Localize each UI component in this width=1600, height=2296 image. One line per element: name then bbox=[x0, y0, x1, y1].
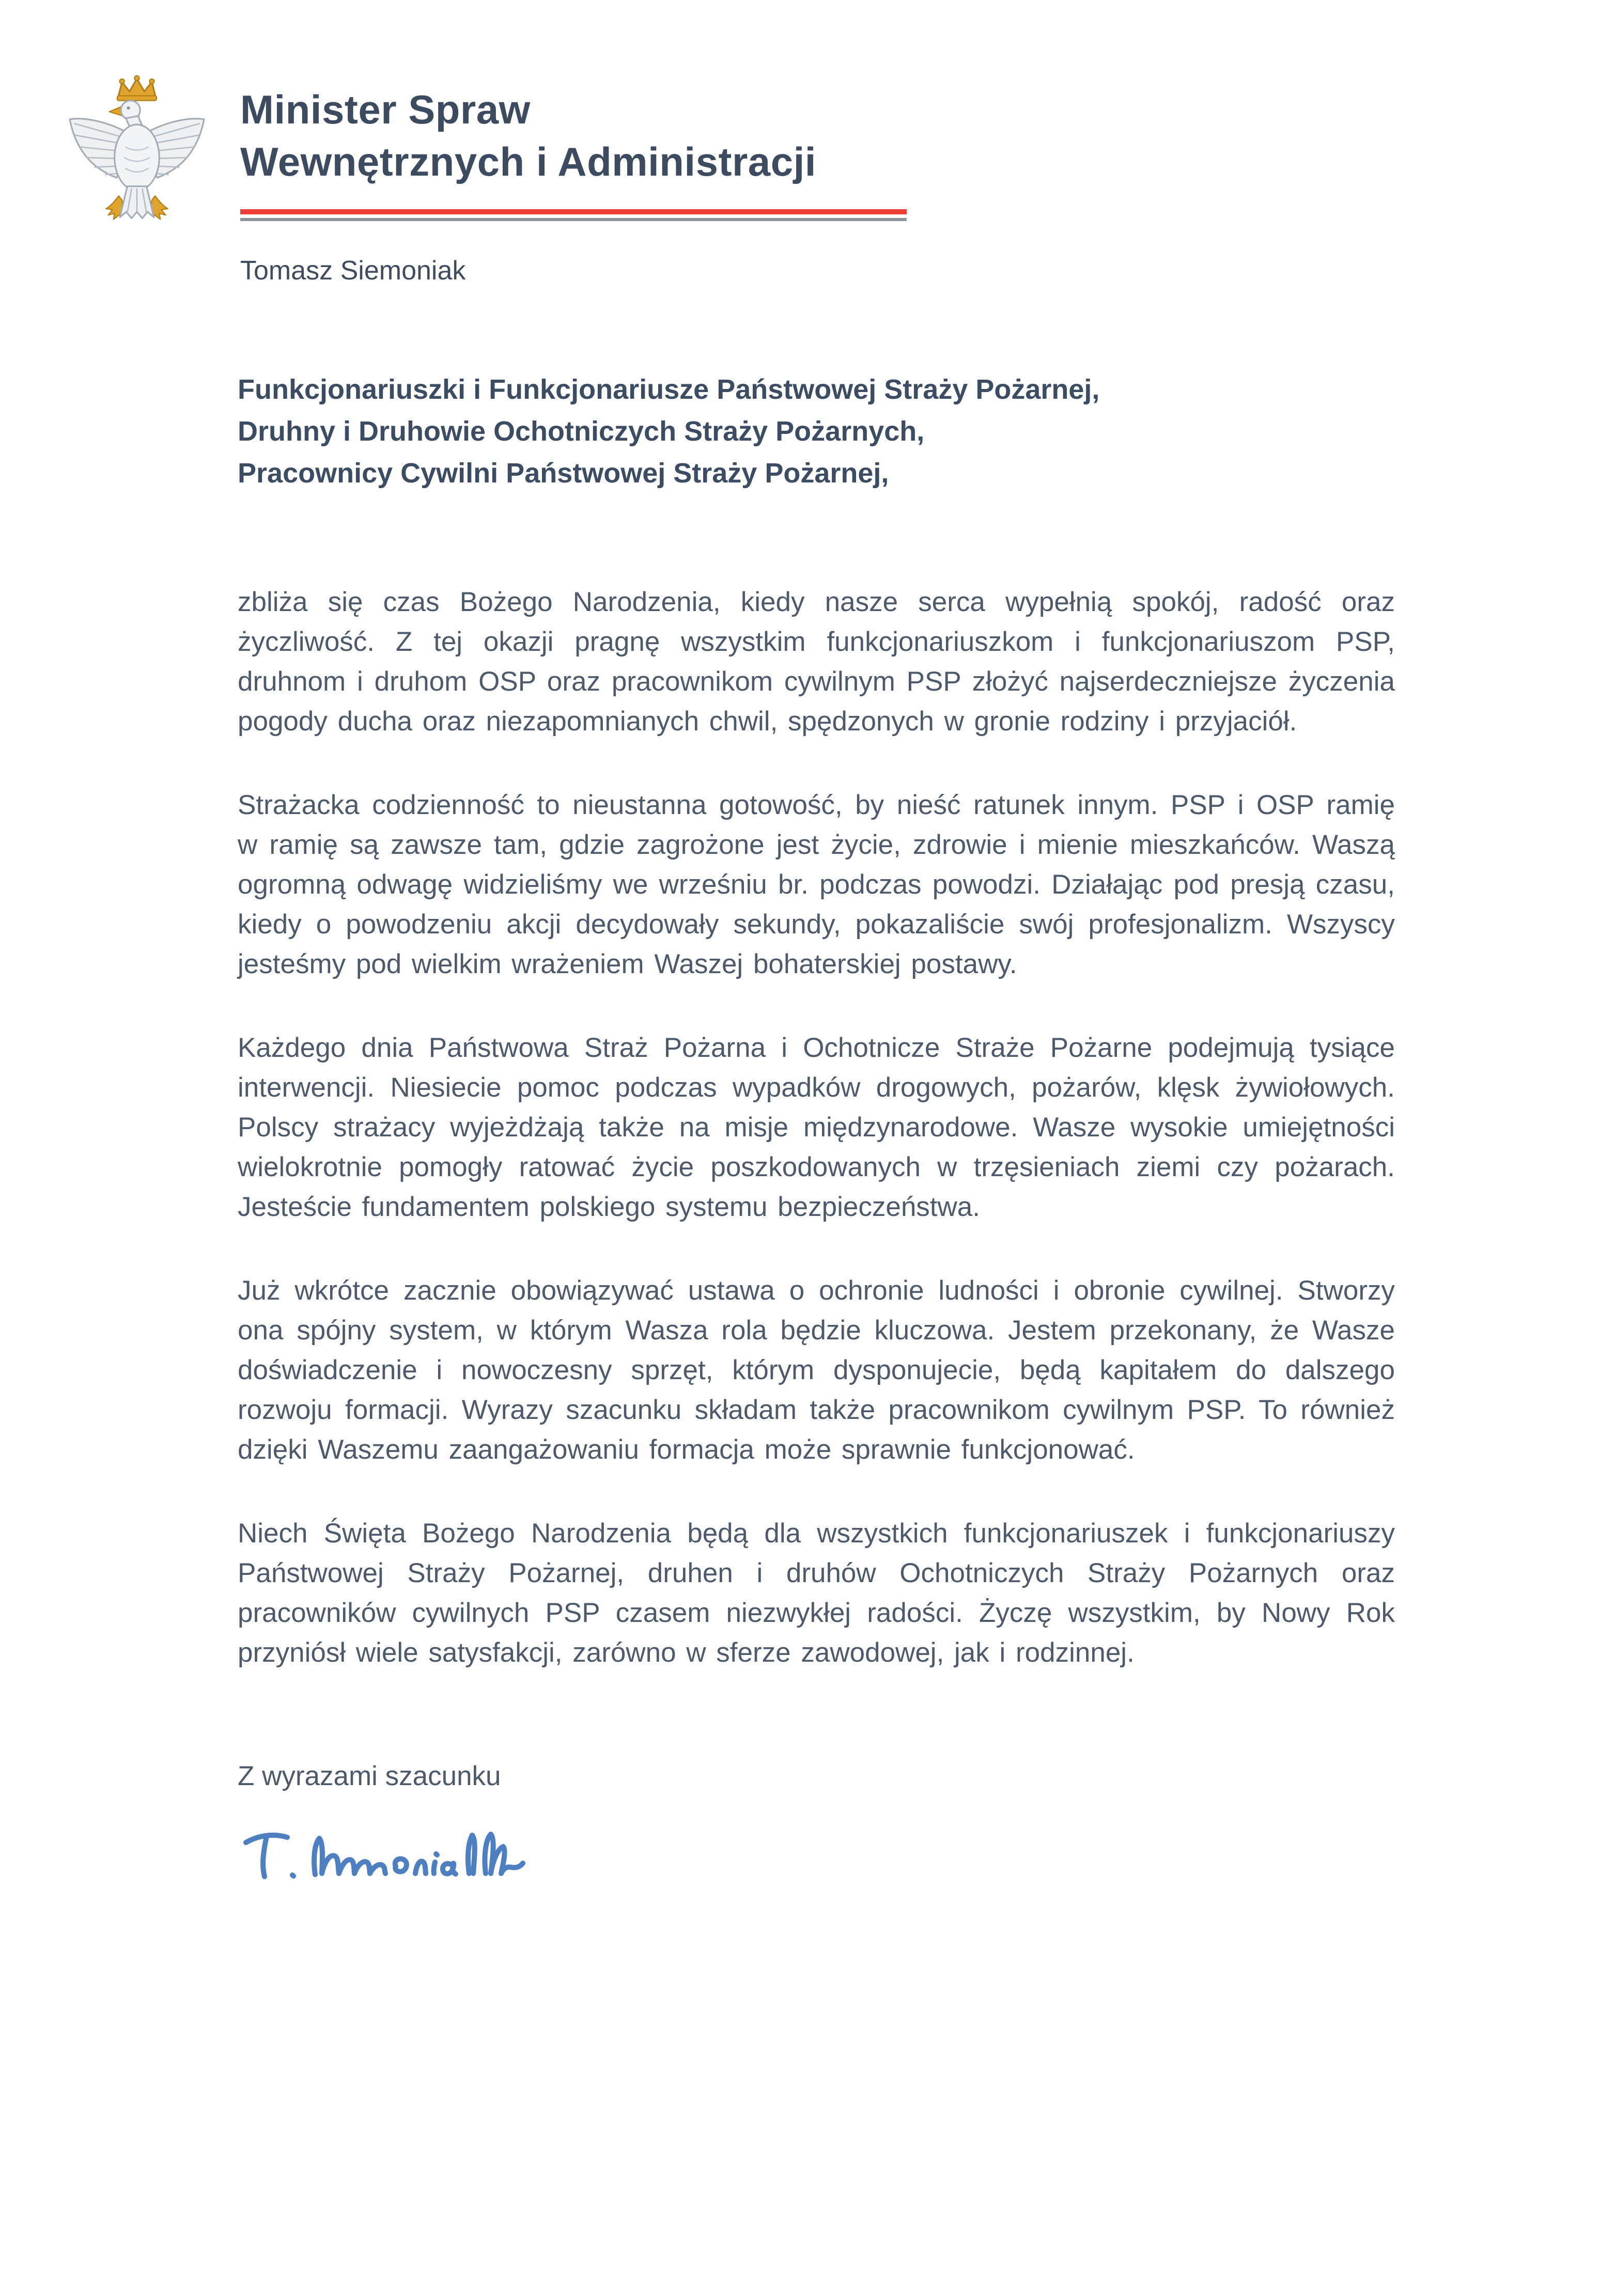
red-rule bbox=[240, 209, 907, 214]
ministry-name bbox=[240, 84, 907, 189]
signature-handwriting bbox=[238, 1813, 579, 1890]
letter-paragraph-3: Każdego dnia Państwowa Straż Pożarna i Ochotnicze Straże Pożarne podejmują tysiące interwencji. Niesiecie pomoc podczas wypadków drogowych, pożarów, klęsk żywiołowych. Polscy strażacy wyjeżdżają także na misje międzynarodowe. Wasze wysokie umiejętności wielokrotnie pomogły ratować życie poszkodowanych w trzęsieniach ziemi czy pożarach. Jesteście fundamentem polskiego systemu bezpieczeństwa. bbox=[238, 1032, 1395, 1222]
minister-name: Tomasz Siemoniak bbox=[240, 255, 466, 286]
letterhead-text bbox=[240, 72, 907, 286]
salutation-line-3: Pracownicy Cywilni Państwowej Straży Pożarnej, bbox=[238, 457, 889, 489]
closing-line: Z wyrazami szacunku bbox=[238, 1760, 501, 1791]
letterhead bbox=[62, 72, 1395, 286]
letter-paragraph-2: Strażacka codzienność to nieustanna gotowość, by nieść ratunek innym. PSP i OSP ramię w ramię są zawsze tam, gdzie zagrożone jest życie, zdrowie i mienie mieszkańców. Waszą ogromną odwagę widzieliśmy we wrześniu br. podczas powodzi. Działając pod presją czasu, kiedy o powodzeniu akcji decydowały sekundy, pokazaliście swój profesjonalizm. Wszyscy jesteśmy pod wielkim wrażeniem Waszej bohaterskiej postawy. bbox=[238, 789, 1395, 979]
salutation bbox=[238, 369, 1395, 494]
letter-paragraph-1: zbliża się czas Bożego Narodzenia, kiedy nasze serca wypełnią spokój, radość oraz życzliwość. Z tej okazji pragnę wszystkim funkcjonariuszkom i funkcjonariuszom PSP, druhnom i druhom OSP oraz pracownikom cywilnym PSP złożyć najserdeczniejsze życzenia pogody ducha oraz niezapomnianych chwil, spędzonych w gronie rodziny i przyjaciół. bbox=[238, 586, 1395, 737]
letterhead-rules bbox=[240, 209, 907, 221]
ministry-name-line1: Minister Spraw bbox=[240, 87, 531, 132]
letter-paragraph-4: Już wkrótce zacznie obowiązywać ustawa o ochronie ludności i obronie cywilnej. Stworzy ona spójny system, w którym Wasza rola będzie kluczowa. Jestem przekonany, że Wasze doświadczenie i nowoczesny sprzęt, którym dysponujecie, będą kapitałem do dalszego rozwoju formacji. Wyrazy szacunku składam także pracownikom cywilnym PSP. To również dzięki Waszemu zaangażowaniu formacja może sprawnie funkcjonować. bbox=[238, 1275, 1395, 1465]
crown-icon bbox=[117, 76, 157, 101]
salutation-line-1: Funkcjonariuszki i Funkcjonariusze Państwowej Straży Pożarnej, bbox=[238, 373, 1100, 405]
letter-paragraph-5: Niech Święta Bożego Narodzenia będą dla wszystkich funkcjonariuszek i funkcjonariuszy Państwowej Straży Pożarnej, druhen i druhów Ochotniczych Straży Pożarnych oraz pracowników cywilnych PSP czasem niezwykłej radości. Życzę wszystkim, by Nowy Rok przyniósł wiele satysfakcji, zarówno w sferze zawodowej, jak i rodzinnej. bbox=[238, 1518, 1395, 1668]
polish-eagle-logo-icon bbox=[62, 72, 212, 243]
ministry-name-line2: Wewnętrznych i Administracji bbox=[240, 139, 816, 185]
salutation-line-2: Druhny i Druhowie Ochotniczych Straży Pożarnych, bbox=[238, 415, 925, 447]
gray-rule bbox=[240, 218, 907, 221]
letter-body bbox=[238, 369, 1395, 1890]
